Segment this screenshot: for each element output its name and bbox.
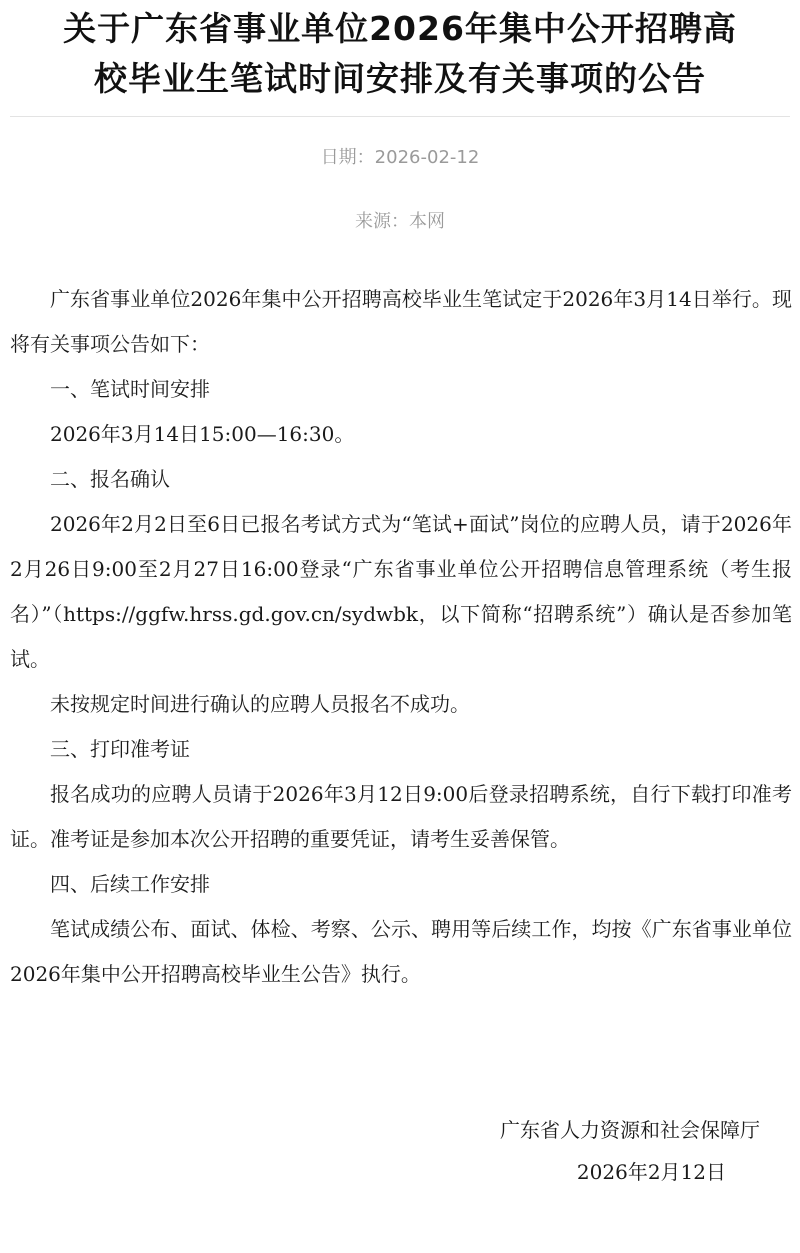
follow-up-paragraph: 笔试成绩公布、面试、体检、考察、公示、聘用等后续工作，均按《广东省事业单位2026年集中公开招聘高校毕业生公告》执行。 <box>10 917 792 986</box>
page-title-line-2: 校毕业生笔试时间安排及有关事项的公告 <box>94 59 706 98</box>
page-title <box>0 4 800 104</box>
title-divider <box>10 116 790 117</box>
section-heading-follow-up: 四、后续工作安排 <box>50 872 210 896</box>
exam-time-paragraph: 2026年3月14日15:00—16:30。 <box>50 422 355 446</box>
source-label: 来源：本网 <box>355 211 445 232</box>
issuing-organization: 广东省人力资源和社会保障厅 <box>500 1118 760 1142</box>
publish-date: 日期：2026-02-12 <box>320 147 480 168</box>
intro-paragraph: 广东省事业单位2026年集中公开招聘高校毕业生笔试定于2026年3月14日举行。现将有关事项公告如下： <box>10 287 792 356</box>
section-heading-registration-confirm: 二、报名确认 <box>50 467 170 491</box>
page-title-line-1: 关于广东省事业单位2026年集中公开招聘高 <box>63 9 737 48</box>
issue-date: 2026年2月12日 <box>576 1160 726 1184</box>
admission-ticket-paragraph: 报名成功的应聘人员请于2026年3月12日9:00后登录招聘系统，自行下载打印准考证。准考证是参加本次公开招聘的重要凭证，请考生妥善保管。 <box>10 782 792 851</box>
registration-failure-paragraph: 未按规定时间进行确认的应聘人员报名不成功。 <box>50 692 470 716</box>
section-heading-admission-ticket: 三、打印准考证 <box>50 737 190 761</box>
article-body <box>10 277 792 997</box>
registration-confirm-paragraph: 2026年2月2日至6日已报名考试方式为“笔试+面试”岗位的应聘人员，请于2026年2月26日9:00至2月27日16:00登录“广东省事业单位公开招聘信息管理系统（考生报名）”（https://ggfw.hrss.gd.gov.cn/sydwbk，以下简称“招聘系统”）确认是否参加笔试。 <box>10 512 792 671</box>
section-heading-exam-schedule: 一、笔试时间安排 <box>50 377 210 401</box>
